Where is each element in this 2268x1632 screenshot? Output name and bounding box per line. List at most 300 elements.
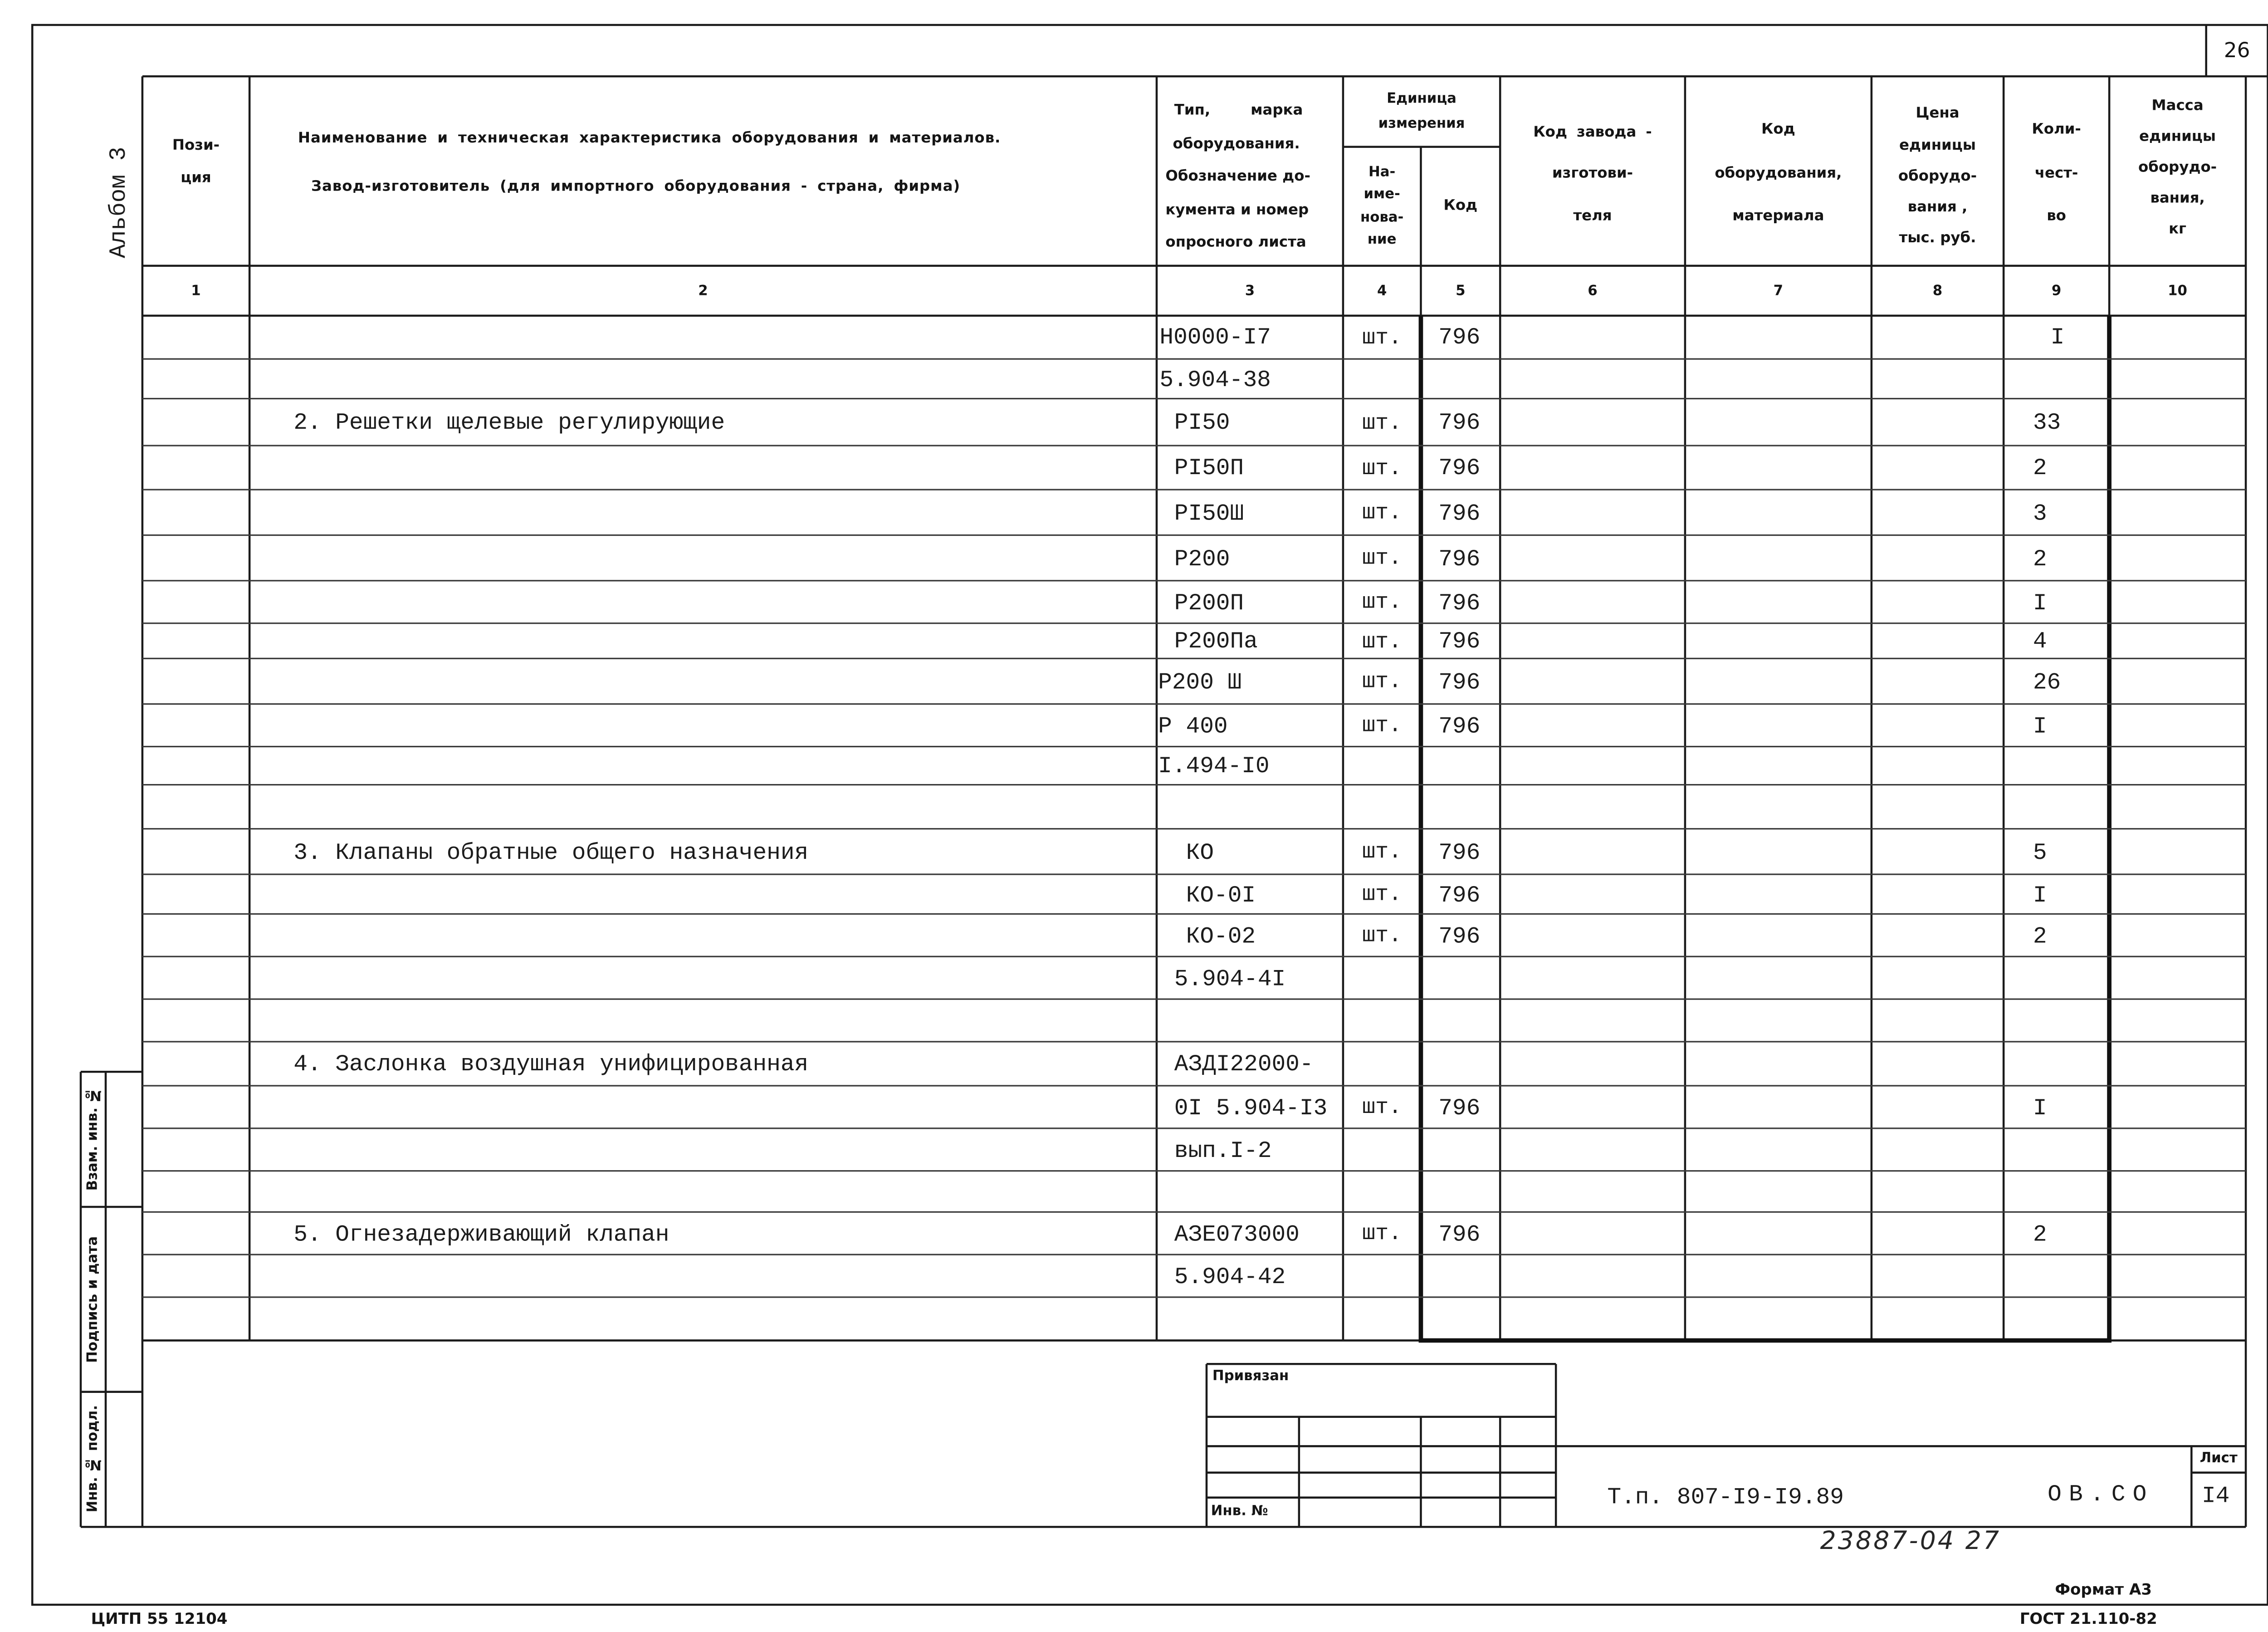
cell-equipment-code bbox=[1685, 1087, 1872, 1128]
cell-name bbox=[249, 915, 1157, 956]
header-maker-code-line: Код завода - bbox=[1533, 124, 1652, 141]
cell-unit-code bbox=[1421, 1000, 1500, 1041]
cell-mass bbox=[2109, 1087, 2246, 1128]
cell-name bbox=[249, 705, 1157, 746]
cell-type bbox=[1157, 1298, 1343, 1341]
cell-unit-name: шт. bbox=[1362, 629, 1402, 654]
cell-quantity: 2 bbox=[2033, 545, 2047, 572]
cell-price bbox=[1872, 747, 2004, 784]
cell-maker-code bbox=[1500, 659, 1685, 703]
cell-maker-code bbox=[1500, 705, 1685, 746]
cell-maker-code bbox=[1500, 1255, 1685, 1297]
cell-equipment-code bbox=[1685, 659, 1872, 703]
sheet-number: I4 bbox=[2201, 1483, 2230, 1509]
cell-position bbox=[142, 446, 249, 489]
cell-unit-code bbox=[1421, 360, 1500, 398]
header-mass-line: Масса bbox=[2151, 98, 2204, 114]
cell-equipment-code bbox=[1685, 581, 1872, 622]
cell-equipment-code bbox=[1685, 1255, 1872, 1297]
header-quantity-line: во bbox=[2047, 209, 2066, 225]
attached-label: Привязан bbox=[1212, 1368, 1289, 1385]
cell-unit-code: 796 bbox=[1438, 589, 1481, 616]
cell-price bbox=[1872, 624, 2004, 657]
header-mass-line: единицы bbox=[2139, 128, 2216, 145]
cell-equipment-code bbox=[1685, 1171, 1872, 1211]
cell-unit-code: 796 bbox=[1438, 1220, 1481, 1247]
cell-equipment-code bbox=[1685, 399, 1872, 445]
cell-unit-name bbox=[1343, 1298, 1421, 1341]
cell-unit-code: 796 bbox=[1438, 713, 1481, 740]
cell-name bbox=[249, 1000, 1157, 1041]
header-quantity-line: чест- bbox=[2034, 165, 2078, 182]
cell-price bbox=[1872, 1087, 2004, 1128]
header-equipment-code-line: Код bbox=[1761, 122, 1795, 138]
cell-equipment-code bbox=[1685, 1043, 1872, 1085]
table-row bbox=[142, 747, 2246, 785]
cell-price bbox=[1872, 490, 2004, 534]
column-number: 2 bbox=[698, 282, 708, 299]
cell-maker-code bbox=[1500, 399, 1685, 445]
cell-unit-name: шт. bbox=[1362, 546, 1402, 571]
cell-price bbox=[1872, 581, 2004, 622]
column-number: 3 bbox=[1245, 282, 1255, 299]
cell-name bbox=[249, 1087, 1157, 1128]
cell-name bbox=[249, 1298, 1157, 1341]
table-row bbox=[142, 957, 2246, 1000]
cell-type bbox=[1157, 785, 1343, 828]
cell-price bbox=[1872, 1171, 2004, 1211]
cell-name bbox=[249, 581, 1157, 622]
cell-name: 4. Заслонка воздушная унифицированная bbox=[293, 1051, 809, 1078]
cell-mass bbox=[2109, 316, 2246, 358]
cell-unit-code bbox=[1421, 747, 1500, 784]
cell-type bbox=[1157, 1000, 1343, 1041]
page-corner-number: 26 bbox=[2224, 39, 2250, 63]
album-label-box bbox=[103, 135, 135, 270]
cell-quantity bbox=[2004, 747, 2109, 784]
cell-equipment-code bbox=[1685, 490, 1872, 534]
cell-price bbox=[1872, 705, 2004, 746]
cell-position bbox=[142, 624, 249, 657]
table-row bbox=[142, 829, 2246, 875]
header-position bbox=[142, 76, 249, 265]
header-price-line: вания , bbox=[1907, 200, 1968, 216]
cell-maker-code bbox=[1500, 1000, 1685, 1041]
sheet-label: Лист bbox=[2200, 1451, 2238, 1467]
cell-unit-code bbox=[1421, 957, 1500, 999]
cell-mass bbox=[2109, 490, 2246, 534]
table-row bbox=[142, 875, 2246, 915]
cell-mass bbox=[2109, 399, 2246, 445]
cell-unit-code: 796 bbox=[1438, 1094, 1481, 1121]
table-row bbox=[142, 1043, 2246, 1087]
cell-equipment-code bbox=[1685, 446, 1872, 489]
cell-unit-name bbox=[1343, 360, 1421, 398]
cell-maker-code bbox=[1500, 915, 1685, 956]
cell-position bbox=[142, 1171, 249, 1211]
cell-maker-code bbox=[1500, 957, 1685, 999]
cell-mass bbox=[2109, 1171, 2246, 1211]
cell-type: КО-0I bbox=[1186, 882, 1256, 908]
cell-quantity bbox=[2004, 1000, 2109, 1041]
cell-equipment-code bbox=[1685, 624, 1872, 657]
cell-mass bbox=[2109, 875, 2246, 913]
stamp-replace-inv-label: Взам. инв. № bbox=[85, 1087, 102, 1191]
header-name-line: Наименование и техническая характеристика оборудования и материалов. bbox=[298, 130, 1001, 146]
cell-position bbox=[142, 581, 249, 622]
table-row bbox=[142, 1298, 2246, 1341]
cell-price bbox=[1872, 1255, 2004, 1297]
header-name bbox=[249, 76, 1157, 265]
cell-type: АЗЕ073000 bbox=[1174, 1220, 1300, 1247]
cell-unit-name: шт. bbox=[1362, 410, 1402, 436]
header-type-line: Тип, марка bbox=[1174, 103, 1303, 119]
cell-unit-name: шт. bbox=[1362, 500, 1402, 526]
header-unit-name-line: ние bbox=[1367, 231, 1397, 248]
cell-name bbox=[249, 624, 1157, 657]
header-maker-code-line: изготови- bbox=[1552, 166, 1633, 183]
cell-mass bbox=[2109, 581, 2246, 622]
cell-quantity bbox=[2004, 957, 2109, 999]
cell-type: Н0000-I7 bbox=[1159, 324, 1271, 351]
cell-unit-code: 796 bbox=[1438, 409, 1481, 436]
cell-name bbox=[249, 360, 1157, 398]
header-type bbox=[1157, 76, 1343, 265]
cell-unit-code bbox=[1421, 1298, 1500, 1341]
cell-maker-code bbox=[1500, 785, 1685, 828]
cell-mass bbox=[2109, 1000, 2246, 1041]
cell-name bbox=[249, 490, 1157, 534]
cell-price bbox=[1872, 875, 2004, 913]
cell-name bbox=[249, 785, 1157, 828]
column-number: 7 bbox=[1773, 282, 1784, 299]
table-row bbox=[142, 1255, 2246, 1298]
cell-equipment-code bbox=[1685, 316, 1872, 358]
cell-quantity: 2 bbox=[2033, 922, 2047, 950]
cell-unit-name: шт. bbox=[1362, 1095, 1402, 1121]
header-price-line: Цена bbox=[1916, 106, 1960, 123]
cell-unit-name: шт. bbox=[1362, 456, 1402, 481]
cell-maker-code bbox=[1500, 1129, 1685, 1170]
cell-unit-name: шт. bbox=[1362, 923, 1402, 949]
table-row bbox=[142, 659, 2246, 705]
standard-label: ГОСТ 21.110-82 bbox=[2019, 1610, 2157, 1628]
cell-name bbox=[249, 875, 1157, 913]
handwritten-number: 23887-04 27 bbox=[1820, 1527, 2001, 1557]
header-type-line: оборудования. bbox=[1173, 136, 1300, 152]
table-row bbox=[142, 399, 2246, 446]
cell-unit-code bbox=[1421, 785, 1500, 828]
cell-name bbox=[249, 1255, 1157, 1297]
cell-unit-name bbox=[1343, 1255, 1421, 1297]
cell-price bbox=[1872, 1129, 2004, 1170]
cell-position bbox=[142, 1087, 249, 1128]
header-unit-code-line: Код bbox=[1443, 198, 1478, 215]
cell-mass bbox=[2109, 785, 2246, 828]
table-row bbox=[142, 360, 2246, 399]
cell-quantity: I bbox=[2033, 713, 2047, 740]
cell-mass bbox=[2109, 446, 2246, 489]
cell-type: КО-02 bbox=[1186, 922, 1256, 950]
table-row bbox=[142, 1213, 2246, 1255]
cell-quantity: 3 bbox=[2033, 500, 2047, 527]
cell-name bbox=[249, 747, 1157, 784]
cell-price bbox=[1872, 829, 2004, 873]
cell-maker-code bbox=[1500, 360, 1685, 398]
cell-quantity: I bbox=[2050, 324, 2065, 351]
cell-mass bbox=[2109, 624, 2246, 657]
cell-unit-code: 796 bbox=[1438, 545, 1481, 572]
cell-price bbox=[1872, 915, 2004, 956]
cell-quantity bbox=[2004, 785, 2109, 828]
cell-name bbox=[249, 957, 1157, 999]
cell-unit-code: 796 bbox=[1438, 455, 1481, 482]
cell-mass bbox=[2109, 1129, 2246, 1170]
cell-name: 3. Клапаны обратные общего назначения bbox=[293, 839, 809, 866]
cell-position bbox=[142, 915, 249, 956]
cell-unit-name bbox=[1343, 1000, 1421, 1041]
header-type-line: опросного листа bbox=[1165, 235, 1306, 252]
header-unit-code bbox=[1421, 147, 1500, 266]
cell-position bbox=[142, 1000, 249, 1041]
column-number: 6 bbox=[1588, 282, 1598, 299]
header-unit-group bbox=[1343, 76, 1500, 147]
cell-maker-code bbox=[1500, 490, 1685, 534]
header-type-line: кумента и номер bbox=[1165, 202, 1309, 219]
header-unit-name-line: На- bbox=[1369, 164, 1396, 181]
cell-mass bbox=[2109, 1255, 2246, 1297]
cell-type: Р 400 bbox=[1158, 713, 1228, 740]
cell-maker-code bbox=[1500, 1043, 1685, 1085]
cell-quantity: I bbox=[2033, 882, 2047, 908]
cell-quantity: 5 bbox=[2033, 839, 2047, 866]
cell-name bbox=[249, 1171, 1157, 1211]
table-row bbox=[142, 1087, 2246, 1129]
cell-equipment-code bbox=[1685, 957, 1872, 999]
cell-quantity: I bbox=[2033, 589, 2047, 616]
cell-position bbox=[142, 875, 249, 913]
cell-position bbox=[142, 536, 249, 580]
cell-position bbox=[142, 1129, 249, 1170]
header-price-line: единицы bbox=[1899, 137, 1976, 154]
cell-maker-code bbox=[1500, 316, 1685, 358]
cell-quantity bbox=[2004, 1043, 2109, 1085]
cell-type: 0I 5.904-I3 bbox=[1174, 1094, 1328, 1121]
header-name-line: Завод-изготовитель (для импортного оборудования - страна, фирма) bbox=[311, 178, 961, 195]
cell-mass bbox=[2109, 536, 2246, 580]
cell-mass bbox=[2109, 747, 2246, 784]
column-number: 4 bbox=[1377, 282, 1387, 299]
header-mass-line: вания, bbox=[2150, 190, 2205, 206]
cell-unit-name: шт. bbox=[1362, 1221, 1402, 1247]
cell-type: 5.904-42 bbox=[1174, 1263, 1286, 1290]
cell-equipment-code bbox=[1685, 1213, 1872, 1254]
cell-position bbox=[142, 316, 249, 358]
table-row bbox=[142, 446, 2246, 490]
cell-mass bbox=[2109, 659, 2246, 703]
column-number: 9 bbox=[2051, 282, 2062, 299]
cell-name bbox=[249, 316, 1157, 358]
cell-mass bbox=[2109, 1043, 2246, 1085]
cell-equipment-code bbox=[1685, 1000, 1872, 1041]
header-mass bbox=[2109, 76, 2246, 265]
cell-name bbox=[249, 1129, 1157, 1170]
cell-unit-name bbox=[1343, 1171, 1421, 1211]
print-code: ЦИТП 55 12104 bbox=[91, 1610, 228, 1628]
cell-type: 5.904-4I bbox=[1174, 965, 1286, 992]
cell-equipment-code bbox=[1685, 785, 1872, 828]
table-row bbox=[142, 1171, 2246, 1213]
cell-quantity: 4 bbox=[2033, 628, 2047, 655]
stamp-signature-date-label: Подпись и дата bbox=[85, 1236, 102, 1363]
format-label: Формат А3 bbox=[2055, 1581, 2152, 1599]
cell-unit-name bbox=[1343, 747, 1421, 784]
cell-mass bbox=[2109, 957, 2246, 999]
inv-label: Инв. № bbox=[1211, 1503, 1268, 1520]
cell-unit-code bbox=[1421, 1255, 1500, 1297]
cell-type: PI50Ш bbox=[1174, 500, 1244, 527]
header-price-line: оборудо- bbox=[1898, 168, 1977, 185]
stamp-orig-inv-label: Инв. № подл. bbox=[85, 1406, 102, 1513]
header-quantity-line: Коли- bbox=[2032, 122, 2081, 138]
table-row bbox=[142, 581, 2246, 624]
cell-position bbox=[142, 1298, 249, 1341]
header-unit-group-line: Единица bbox=[1387, 91, 1457, 108]
cell-position bbox=[142, 659, 249, 703]
cell-quantity: 33 bbox=[2033, 409, 2061, 436]
cell-maker-code bbox=[1500, 829, 1685, 873]
cell-unit-name bbox=[1343, 1129, 1421, 1170]
cell-type: PI50 bbox=[1174, 409, 1230, 436]
cell-unit-name: шт. bbox=[1362, 669, 1402, 695]
cell-position bbox=[142, 829, 249, 873]
cell-maker-code bbox=[1500, 581, 1685, 622]
cell-type: КО bbox=[1186, 839, 1214, 866]
header-quantity bbox=[2004, 76, 2109, 265]
cell-mass bbox=[2109, 360, 2246, 398]
column-number: 8 bbox=[1932, 282, 1943, 299]
cell-equipment-code bbox=[1685, 1129, 1872, 1170]
cell-equipment-code bbox=[1685, 875, 1872, 913]
column-number: 10 bbox=[2168, 282, 2187, 299]
cell-type: вып.I-2 bbox=[1174, 1137, 1272, 1164]
cell-maker-code bbox=[1500, 624, 1685, 657]
column-number: 5 bbox=[1456, 282, 1466, 299]
cell-unit-code: 796 bbox=[1438, 839, 1481, 866]
cell-price bbox=[1872, 659, 2004, 703]
cell-name bbox=[249, 536, 1157, 580]
cell-position bbox=[142, 1255, 249, 1297]
header-equipment-code bbox=[1685, 76, 1872, 265]
table-row bbox=[142, 624, 2246, 659]
cell-type bbox=[1157, 1171, 1343, 1211]
cell-quantity bbox=[2004, 1129, 2109, 1170]
table-row bbox=[142, 915, 2246, 957]
cell-price bbox=[1872, 1043, 2004, 1085]
cell-position bbox=[142, 399, 249, 445]
table-row bbox=[142, 316, 2246, 360]
header-maker-code-line: теля bbox=[1573, 208, 1612, 225]
table-row bbox=[142, 1000, 2246, 1043]
cell-price bbox=[1872, 1213, 2004, 1254]
cell-equipment-code bbox=[1685, 536, 1872, 580]
cell-maker-code bbox=[1500, 747, 1685, 784]
cell-position bbox=[142, 1213, 249, 1254]
cell-unit-name: шт. bbox=[1362, 839, 1402, 865]
cell-quantity bbox=[2004, 1171, 2109, 1211]
album-label: Альбом 3 bbox=[105, 147, 132, 259]
cell-maker-code bbox=[1500, 536, 1685, 580]
cell-type: PI50П bbox=[1174, 455, 1244, 482]
cell-price bbox=[1872, 446, 2004, 489]
cell-position bbox=[142, 957, 249, 999]
cell-equipment-code bbox=[1685, 705, 1872, 746]
cell-price bbox=[1872, 399, 2004, 445]
cell-name bbox=[249, 446, 1157, 489]
cell-position bbox=[142, 705, 249, 746]
stamp-orig-inv bbox=[81, 1392, 106, 1527]
cell-quantity: I bbox=[2033, 1094, 2047, 1121]
cell-mass bbox=[2109, 915, 2246, 956]
header-equipment-code-line: материала bbox=[1732, 209, 1824, 225]
cell-quantity bbox=[2004, 360, 2109, 398]
cell-unit-code bbox=[1421, 1129, 1500, 1170]
cell-equipment-code bbox=[1685, 360, 1872, 398]
cell-type: 5.904-38 bbox=[1159, 366, 1271, 393]
cell-unit-code: 796 bbox=[1438, 500, 1481, 527]
cell-type: Р200 bbox=[1174, 545, 1230, 572]
cell-price bbox=[1872, 360, 2004, 398]
header-price bbox=[1872, 76, 2004, 265]
header-type-line: Обозначение до- bbox=[1165, 169, 1310, 186]
cell-unit-name: шт. bbox=[1362, 713, 1402, 739]
cell-maker-code bbox=[1500, 1298, 1685, 1341]
cell-position bbox=[142, 490, 249, 534]
cell-unit-name: шт. bbox=[1362, 882, 1402, 907]
cell-mass bbox=[2109, 705, 2246, 746]
cell-name bbox=[249, 659, 1157, 703]
cell-mass bbox=[2109, 829, 2246, 873]
cell-price bbox=[1872, 1298, 2004, 1341]
cell-position bbox=[142, 360, 249, 398]
cell-type: АЗДI22000- bbox=[1174, 1051, 1314, 1078]
cell-mass bbox=[2109, 1298, 2246, 1341]
cell-unit-name bbox=[1343, 957, 1421, 999]
cell-unit-code bbox=[1421, 1171, 1500, 1211]
cell-unit-name: шт. bbox=[1362, 590, 1402, 615]
cell-maker-code bbox=[1500, 1087, 1685, 1128]
cell-unit-code: 796 bbox=[1438, 668, 1481, 696]
cell-position bbox=[142, 1043, 249, 1085]
document-designation: Т.п. 807-I9-I9.89 bbox=[1607, 1484, 1844, 1511]
stamp-signature-date bbox=[81, 1207, 106, 1392]
cell-type: Р200Па bbox=[1174, 628, 1258, 655]
cell-quantity: 2 bbox=[2033, 455, 2047, 482]
cell-name: 2. Решетки щелевые регулирующие bbox=[293, 409, 725, 436]
cell-unit-name bbox=[1343, 785, 1421, 828]
cell-unit-code bbox=[1421, 1043, 1500, 1085]
cell-type: Р200 Ш bbox=[1158, 668, 1242, 696]
header-unit-name-line: име- bbox=[1364, 186, 1400, 203]
cell-maker-code bbox=[1500, 875, 1685, 913]
table-row bbox=[142, 705, 2246, 747]
header-unit-name-line: нова- bbox=[1360, 209, 1404, 225]
cell-name: 5. Огнезадерживающий клапан bbox=[293, 1220, 670, 1247]
header-mass-line: оборудо- bbox=[2138, 159, 2217, 176]
header-maker-code bbox=[1500, 76, 1685, 265]
column-number: 1 bbox=[191, 282, 201, 299]
cell-quantity bbox=[2004, 1298, 2109, 1341]
